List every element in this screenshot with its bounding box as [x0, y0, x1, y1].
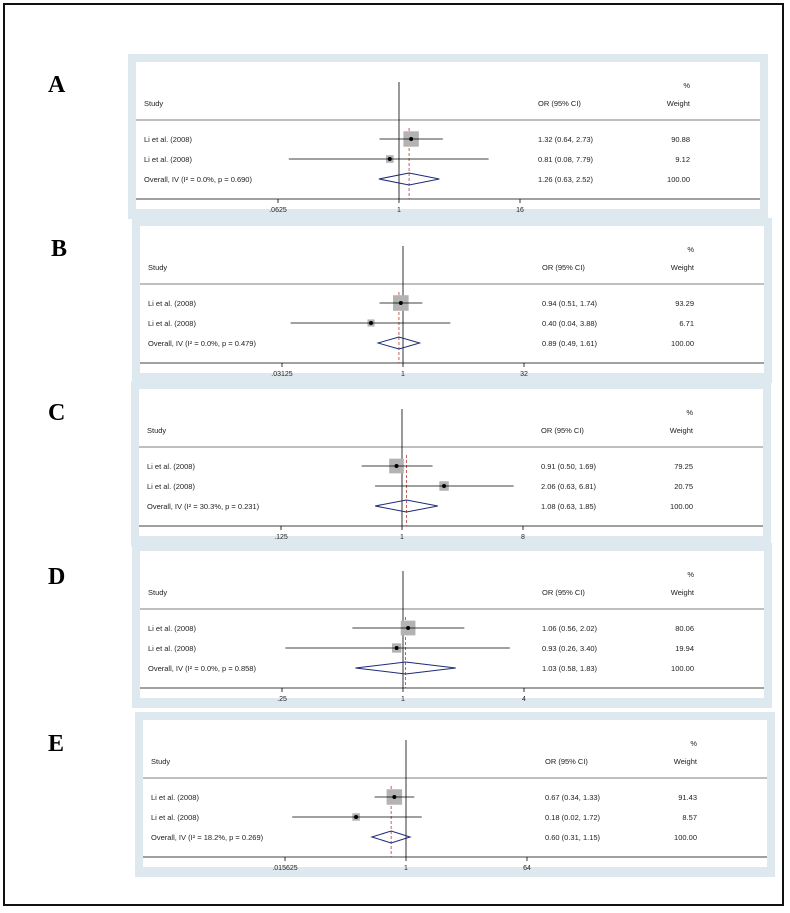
header-weight: Weight — [670, 263, 694, 272]
x-tick-label: 64 — [523, 865, 531, 872]
header-weight-percent: % — [687, 570, 694, 579]
forest-svg — [128, 54, 768, 219]
forest-plot-d — [132, 543, 772, 708]
study-point — [392, 795, 396, 799]
study-point — [395, 646, 399, 650]
study-point — [354, 815, 358, 819]
x-tick-label: 8 — [521, 534, 525, 541]
study-weight: 90.88 — [671, 135, 690, 144]
panel-label-a: A — [48, 72, 66, 98]
forest-plot-e — [135, 712, 775, 877]
figure-frame — [3, 3, 784, 906]
study-or-ci: 0.18 (0.02, 1.72) — [545, 813, 601, 822]
study-label: Li et al. (2008) — [147, 462, 195, 471]
study-weight: 20.75 — [674, 482, 693, 491]
study-weight: 80.06 — [675, 624, 694, 633]
overall-or-ci: 1.26 (0.63, 2.52) — [538, 175, 594, 184]
panel-label-e: E — [48, 731, 65, 757]
x-tick-label: .0625 — [269, 207, 287, 214]
plot-area — [136, 62, 760, 209]
study-or-ci: 0.91 (0.50, 1.69) — [541, 462, 597, 471]
study-or-ci: 0.67 (0.34, 1.33) — [545, 793, 601, 802]
x-tick-label: 4 — [522, 696, 526, 703]
study-label: Li et al. (2008) — [148, 624, 196, 633]
overall-weight: 100.00 — [667, 175, 690, 184]
study-label: Li et al. (2008) — [151, 813, 199, 822]
x-tick-label: 1 — [401, 371, 405, 378]
study-label: Li et al. (2008) — [147, 482, 195, 491]
study-weight: 19.94 — [675, 644, 694, 653]
forest-plot-b — [132, 218, 772, 383]
plot-area — [140, 226, 764, 373]
study-weight: 9.12 — [675, 155, 690, 164]
panel-label-b: B — [51, 236, 68, 262]
header-or-ci: OR (95% CI) — [545, 757, 588, 766]
plot-area — [139, 389, 763, 536]
header-study: Study — [148, 588, 168, 597]
study-label: Li et al. (2008) — [148, 299, 196, 308]
plot-area — [143, 720, 767, 867]
study-or-ci: 0.94 (0.51, 1.74) — [542, 299, 598, 308]
header-or-ci: OR (95% CI) — [542, 263, 585, 272]
study-or-ci: 0.81 (0.08, 7.79) — [538, 155, 594, 164]
forest-svg — [135, 712, 775, 877]
forest-svg — [131, 381, 771, 546]
overall-weight: 100.00 — [670, 502, 693, 511]
overall-weight: 100.00 — [671, 339, 694, 348]
overall-label: Overall, IV (I² = 0.0%, p = 0.690) — [144, 175, 252, 184]
header-weight-percent: % — [690, 739, 697, 748]
x-tick-label: .125 — [274, 534, 288, 541]
study-point — [369, 321, 373, 325]
header-weight-percent: % — [686, 408, 693, 417]
header-weight-percent: % — [687, 245, 694, 254]
header-or-ci: OR (95% CI) — [538, 99, 581, 108]
study-point — [409, 137, 413, 141]
header-weight: Weight — [673, 757, 697, 766]
header-study: Study — [147, 426, 167, 435]
study-or-ci: 1.06 (0.56, 2.02) — [542, 624, 598, 633]
forest-plot-c — [131, 381, 771, 546]
overall-or-ci: 0.89 (0.49, 1.61) — [542, 339, 598, 348]
x-tick-label: 32 — [520, 371, 528, 378]
overall-weight: 100.00 — [671, 664, 694, 673]
x-tick-label: 16 — [516, 207, 524, 214]
study-or-ci: 1.32 (0.64, 2.73) — [538, 135, 594, 144]
study-point — [388, 157, 392, 161]
header-or-ci: OR (95% CI) — [541, 426, 584, 435]
header-study: Study — [151, 757, 171, 766]
overall-label: Overall, IV (I² = 30.3%, p = 0.231) — [147, 502, 260, 511]
study-point — [442, 484, 446, 488]
plot-area — [140, 551, 764, 698]
study-label: Li et al. (2008) — [151, 793, 199, 802]
study-label: Li et al. (2008) — [144, 155, 192, 164]
overall-or-ci: 0.60 (0.31, 1.15) — [545, 833, 601, 842]
x-tick-label: 1 — [400, 534, 404, 541]
forest-svg — [132, 218, 772, 383]
x-tick-label: 1 — [401, 696, 405, 703]
study-weight: 6.71 — [679, 319, 694, 328]
overall-or-ci: 1.03 (0.58, 1.83) — [542, 664, 598, 673]
x-tick-label: .015625 — [272, 865, 298, 872]
study-weight: 8.57 — [682, 813, 697, 822]
study-weight: 93.29 — [675, 299, 694, 308]
header-study: Study — [144, 99, 164, 108]
x-tick-label: .03125 — [271, 371, 293, 378]
overall-label: Overall, IV (I² = 0.0%, p = 0.858) — [148, 664, 256, 673]
header-study: Study — [148, 263, 168, 272]
overall-label: Overall, IV (I² = 18.2%, p = 0.269) — [151, 833, 264, 842]
study-point — [395, 464, 399, 468]
study-weight: 91.43 — [678, 793, 697, 802]
header-weight-percent: % — [683, 81, 690, 90]
overall-label: Overall, IV (I² = 0.0%, p = 0.479) — [148, 339, 256, 348]
study-label: Li et al. (2008) — [144, 135, 192, 144]
x-tick-label: 1 — [404, 865, 408, 872]
x-tick-label: .25 — [277, 696, 287, 703]
header-weight: Weight — [666, 99, 690, 108]
forest-plot-a — [128, 54, 768, 219]
study-or-ci: 0.93 (0.26, 3.40) — [542, 644, 598, 653]
study-or-ci: 2.06 (0.63, 6.81) — [541, 482, 597, 491]
forest-svg — [132, 543, 772, 708]
study-point — [399, 301, 403, 305]
study-label: Li et al. (2008) — [148, 319, 196, 328]
header-weight: Weight — [670, 588, 694, 597]
header-weight: Weight — [669, 426, 693, 435]
overall-or-ci: 1.08 (0.63, 1.85) — [541, 502, 597, 511]
study-label: Li et al. (2008) — [148, 644, 196, 653]
study-point — [406, 626, 410, 630]
study-weight: 79.25 — [674, 462, 693, 471]
study-or-ci: 0.40 (0.04, 3.88) — [542, 319, 598, 328]
panel-label-d: D — [48, 564, 66, 590]
x-tick-label: 1 — [397, 207, 401, 214]
overall-weight: 100.00 — [674, 833, 697, 842]
panel-label-c: C — [48, 400, 66, 426]
header-or-ci: OR (95% CI) — [542, 588, 585, 597]
